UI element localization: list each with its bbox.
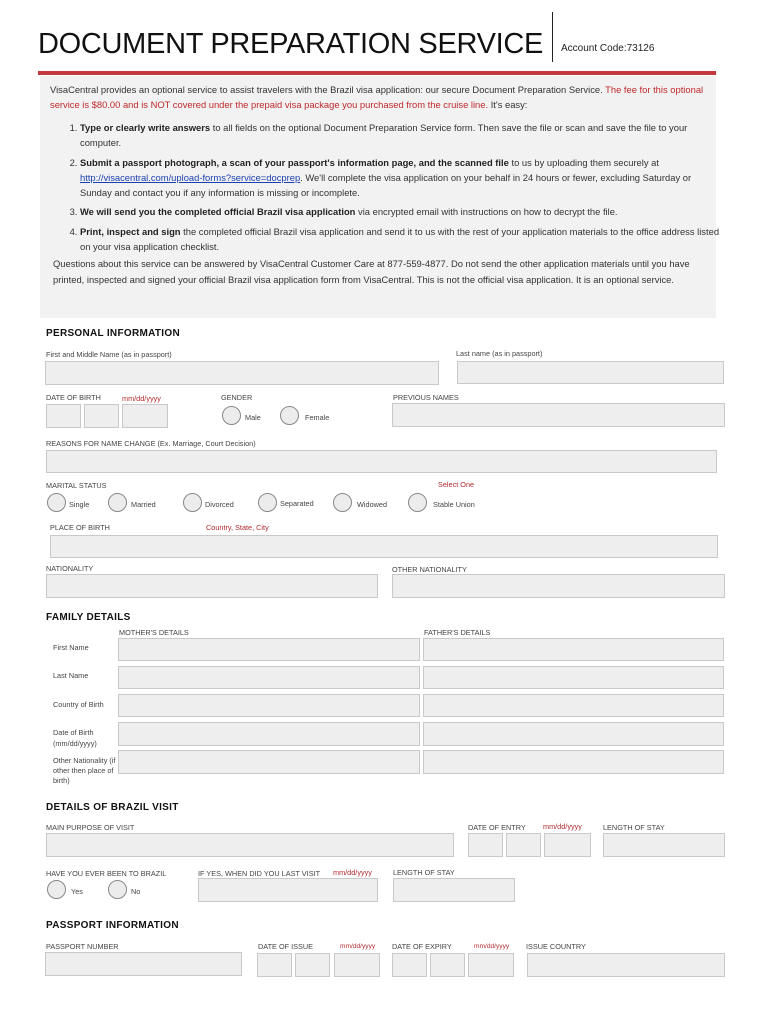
nationality-input[interactable] <box>46 574 378 598</box>
step-item <box>80 120 724 151</box>
date-entry-year-input[interactable] <box>544 833 591 857</box>
date-issue-year-input[interactable] <box>334 953 380 977</box>
length-stay2-input[interactable] <box>393 878 515 902</box>
length-stay-label: LENGTH OF STAY <box>603 823 665 832</box>
date-issue-hint: mm/dd/yyyy <box>340 943 376 950</box>
previous-names-label: PREVIOUS NAMES <box>393 393 459 402</box>
mother-dob-input[interactable] <box>118 722 420 746</box>
reasons-label: REASONS FOR NAME CHANGE (Ex. Marriage, Court Decision) <box>46 439 256 448</box>
date-entry-hint: mm/dd/yyyy <box>543 822 582 831</box>
personal-section-title: PERSONAL INFORMATION <box>46 328 180 339</box>
marital-single-label: Single <box>69 500 90 509</box>
step-text: via encrypted email with instructions on how to decrypt the file. <box>355 206 618 218</box>
mother-last-name-input[interactable] <box>118 666 420 689</box>
been-yes-label: Yes <box>71 887 83 896</box>
father-dob-input[interactable] <box>423 722 724 746</box>
been-no-radio[interactable] <box>108 880 127 899</box>
marital-divorced-label: Divorced <box>205 500 234 509</box>
date-expiry-day-input[interactable] <box>430 953 465 977</box>
length-stay-input[interactable] <box>603 833 725 857</box>
marital-divorced-radio[interactable] <box>183 493 202 512</box>
issue-country-input[interactable] <box>527 953 725 977</box>
step-bold: Type or clearly write answers <box>80 122 211 133</box>
length-stay2-label: LENGTH OF STAY <box>393 868 455 877</box>
gender-female-label: Female <box>305 413 330 422</box>
dob-month-input[interactable] <box>46 404 81 428</box>
family-row-label: Last Name <box>53 671 89 680</box>
step-text: to all fields on the optional Document Preparation Service form. Then save the file or scan and save the file to your computer. <box>80 122 688 149</box>
marital-stable-union-label: Stable Union <box>433 500 475 509</box>
marital-separated-label: Separated <box>280 499 314 508</box>
issue-country-label: ISSUE COUNTRY <box>526 942 586 951</box>
date-expiry-month-input[interactable] <box>392 953 427 977</box>
dob-hint: mm/dd/yyyy <box>122 394 161 403</box>
date-issue-day-input[interactable] <box>295 953 330 977</box>
intro-paragraph <box>50 82 710 112</box>
date-issue-label: DATE OF ISSUE <box>258 942 314 951</box>
step-item <box>80 155 724 201</box>
questions-paragraph: Questions about this service can be answered by VisaCentral Customer Care at 877-559-4877. Do not send the other application materials until you have printed, inspected and signed your official Brazil visa application form from VisaCentral. This is not the official visa application. It is an optional service. <box>53 258 690 285</box>
step-bold: Print, inspect and sign <box>80 225 181 237</box>
account-code: Account Code:73126 <box>561 43 655 54</box>
dob-day-input[interactable] <box>84 404 119 428</box>
reasons-input[interactable] <box>46 450 717 473</box>
mother-country-of-birth-input[interactable] <box>118 694 420 717</box>
date-entry-day-input[interactable] <box>506 833 541 857</box>
date-expiry-label: DATE OF EXPIRY <box>392 942 452 951</box>
last-name-label: Last name (as in passport) <box>456 349 543 358</box>
place-of-birth-label: PLACE OF BIRTH <box>50 523 110 532</box>
intro-tail: It's easy: <box>490 99 528 110</box>
first-middle-label: First and Middle Name (as in passport) <box>46 350 172 359</box>
last-name-input[interactable] <box>457 361 724 384</box>
mother-other-nationality-input[interactable] <box>118 750 420 774</box>
marital-widowed-radio[interactable] <box>333 493 352 512</box>
dob-label: DATE OF BIRTH <box>46 393 101 402</box>
select-one-hint: Select One <box>438 480 475 489</box>
gender-male-radio[interactable] <box>222 406 241 425</box>
nationality-label: NATIONALITY <box>46 564 94 573</box>
father-details-label: FATHER'S DETAILS <box>424 628 491 637</box>
step-text: to us by uploading them securely at <box>508 156 659 168</box>
been-before-label: HAVE YOU EVER BEEN TO BRAZIL <box>46 869 167 878</box>
step-bold: Submit a passport photograph, a scan of your passport's information page, and the scanned file <box>80 156 509 168</box>
gender-female-radio[interactable] <box>280 406 299 425</box>
been-no-label: No <box>131 887 141 896</box>
passport-section-title: PASSPORT INFORMATION <box>46 920 179 931</box>
step-bold: We will send you the completed official Brazil visa application <box>80 206 356 218</box>
marital-separated-radio[interactable] <box>258 493 277 512</box>
step-item <box>80 204 724 219</box>
father-first-name-input[interactable] <box>423 638 724 661</box>
header-divider <box>552 12 553 62</box>
family-row-label: Country of Birth <box>53 700 104 709</box>
step-item <box>80 224 724 255</box>
family-row-label: Date of Birth (mm/dd/yyyy) <box>53 728 97 748</box>
date-expiry-year-input[interactable] <box>468 953 514 977</box>
date-entry-label: DATE OF ENTRY <box>468 823 526 832</box>
marital-widowed-label: Widowed <box>357 500 388 509</box>
date-expiry-hint: mm/dd/yyyy <box>474 943 510 950</box>
steps-list <box>62 120 724 258</box>
family-row-label: First Name <box>53 643 89 652</box>
header-red-bar <box>38 71 716 75</box>
intro-text: VisaCentral provides an optional service to assist travelers with the Brazil visa application: our secure Document Preparation Service. <box>50 84 603 95</box>
previous-names-input[interactable] <box>392 403 725 427</box>
last-visit-hint: mm/dd/yyyy <box>333 868 372 877</box>
date-entry-month-input[interactable] <box>468 833 503 857</box>
dob-year-input[interactable] <box>122 404 168 428</box>
been-yes-radio[interactable] <box>47 880 66 899</box>
last-visit-input[interactable] <box>198 878 378 902</box>
family-row-label: Other Nationality (if other then place of birth) <box>53 756 116 786</box>
mother-details-label: MOTHER'S DETAILS <box>119 628 189 637</box>
marital-married-label: Married <box>131 500 156 509</box>
last-visit-label: IF YES, WHEN DID YOU LAST VISIT <box>198 869 321 878</box>
marital-stable-union-radio[interactable] <box>408 493 427 512</box>
other-nationality-input[interactable] <box>392 574 725 598</box>
gender-label: GENDER <box>221 393 253 402</box>
place-of-birth-input[interactable] <box>50 535 718 558</box>
first-middle-name-input[interactable] <box>45 361 439 385</box>
family-section-title: FAMILY DETAILS <box>46 612 131 623</box>
step-text: . We'll complete the visa application on your behalf in 24 hours or fewer, excluding Saturday or Sunday and contact you if any information is missing or incomplete. <box>80 171 692 199</box>
father-last-name-input[interactable] <box>423 666 724 689</box>
marital-single-radio[interactable] <box>47 493 66 512</box>
date-issue-month-input[interactable] <box>257 953 292 977</box>
place-of-birth-hint: Country, State, City <box>206 523 269 532</box>
page-title: DOCUMENT PREPARATION SERVICE <box>38 28 544 60</box>
passport-number-label: PASSPORT NUMBER <box>46 942 119 951</box>
intro-fee-text: The fee for this optional service is $80.00 and is NOT covered under the prepaid visa package you purchased from the cruise line. <box>50 84 704 110</box>
purpose-input[interactable] <box>46 833 454 857</box>
gender-male-label: Male <box>245 413 261 422</box>
passport-number-input[interactable] <box>45 952 242 976</box>
father-country-of-birth-input[interactable] <box>423 694 724 717</box>
father-other-nationality-input[interactable] <box>423 750 724 774</box>
upload-link[interactable]: http://visacentral.com/upload-forms?service=docprep <box>80 171 301 183</box>
mother-first-name-input[interactable] <box>118 638 420 661</box>
step-text: the completed official Brazil visa application and send it to us with the rest of your application materials to the office address listed on your visa application checklist. <box>80 225 720 253</box>
visit-section-title: DETAILS OF BRAZIL VISIT <box>46 802 179 813</box>
marital-married-radio[interactable] <box>108 493 127 512</box>
marital-status-label: MARITAL STATUS <box>46 481 107 490</box>
purpose-label: MAIN PURPOSE OF VISIT <box>46 823 135 832</box>
other-nationality-label: OTHER NATIONALITY <box>392 565 467 574</box>
